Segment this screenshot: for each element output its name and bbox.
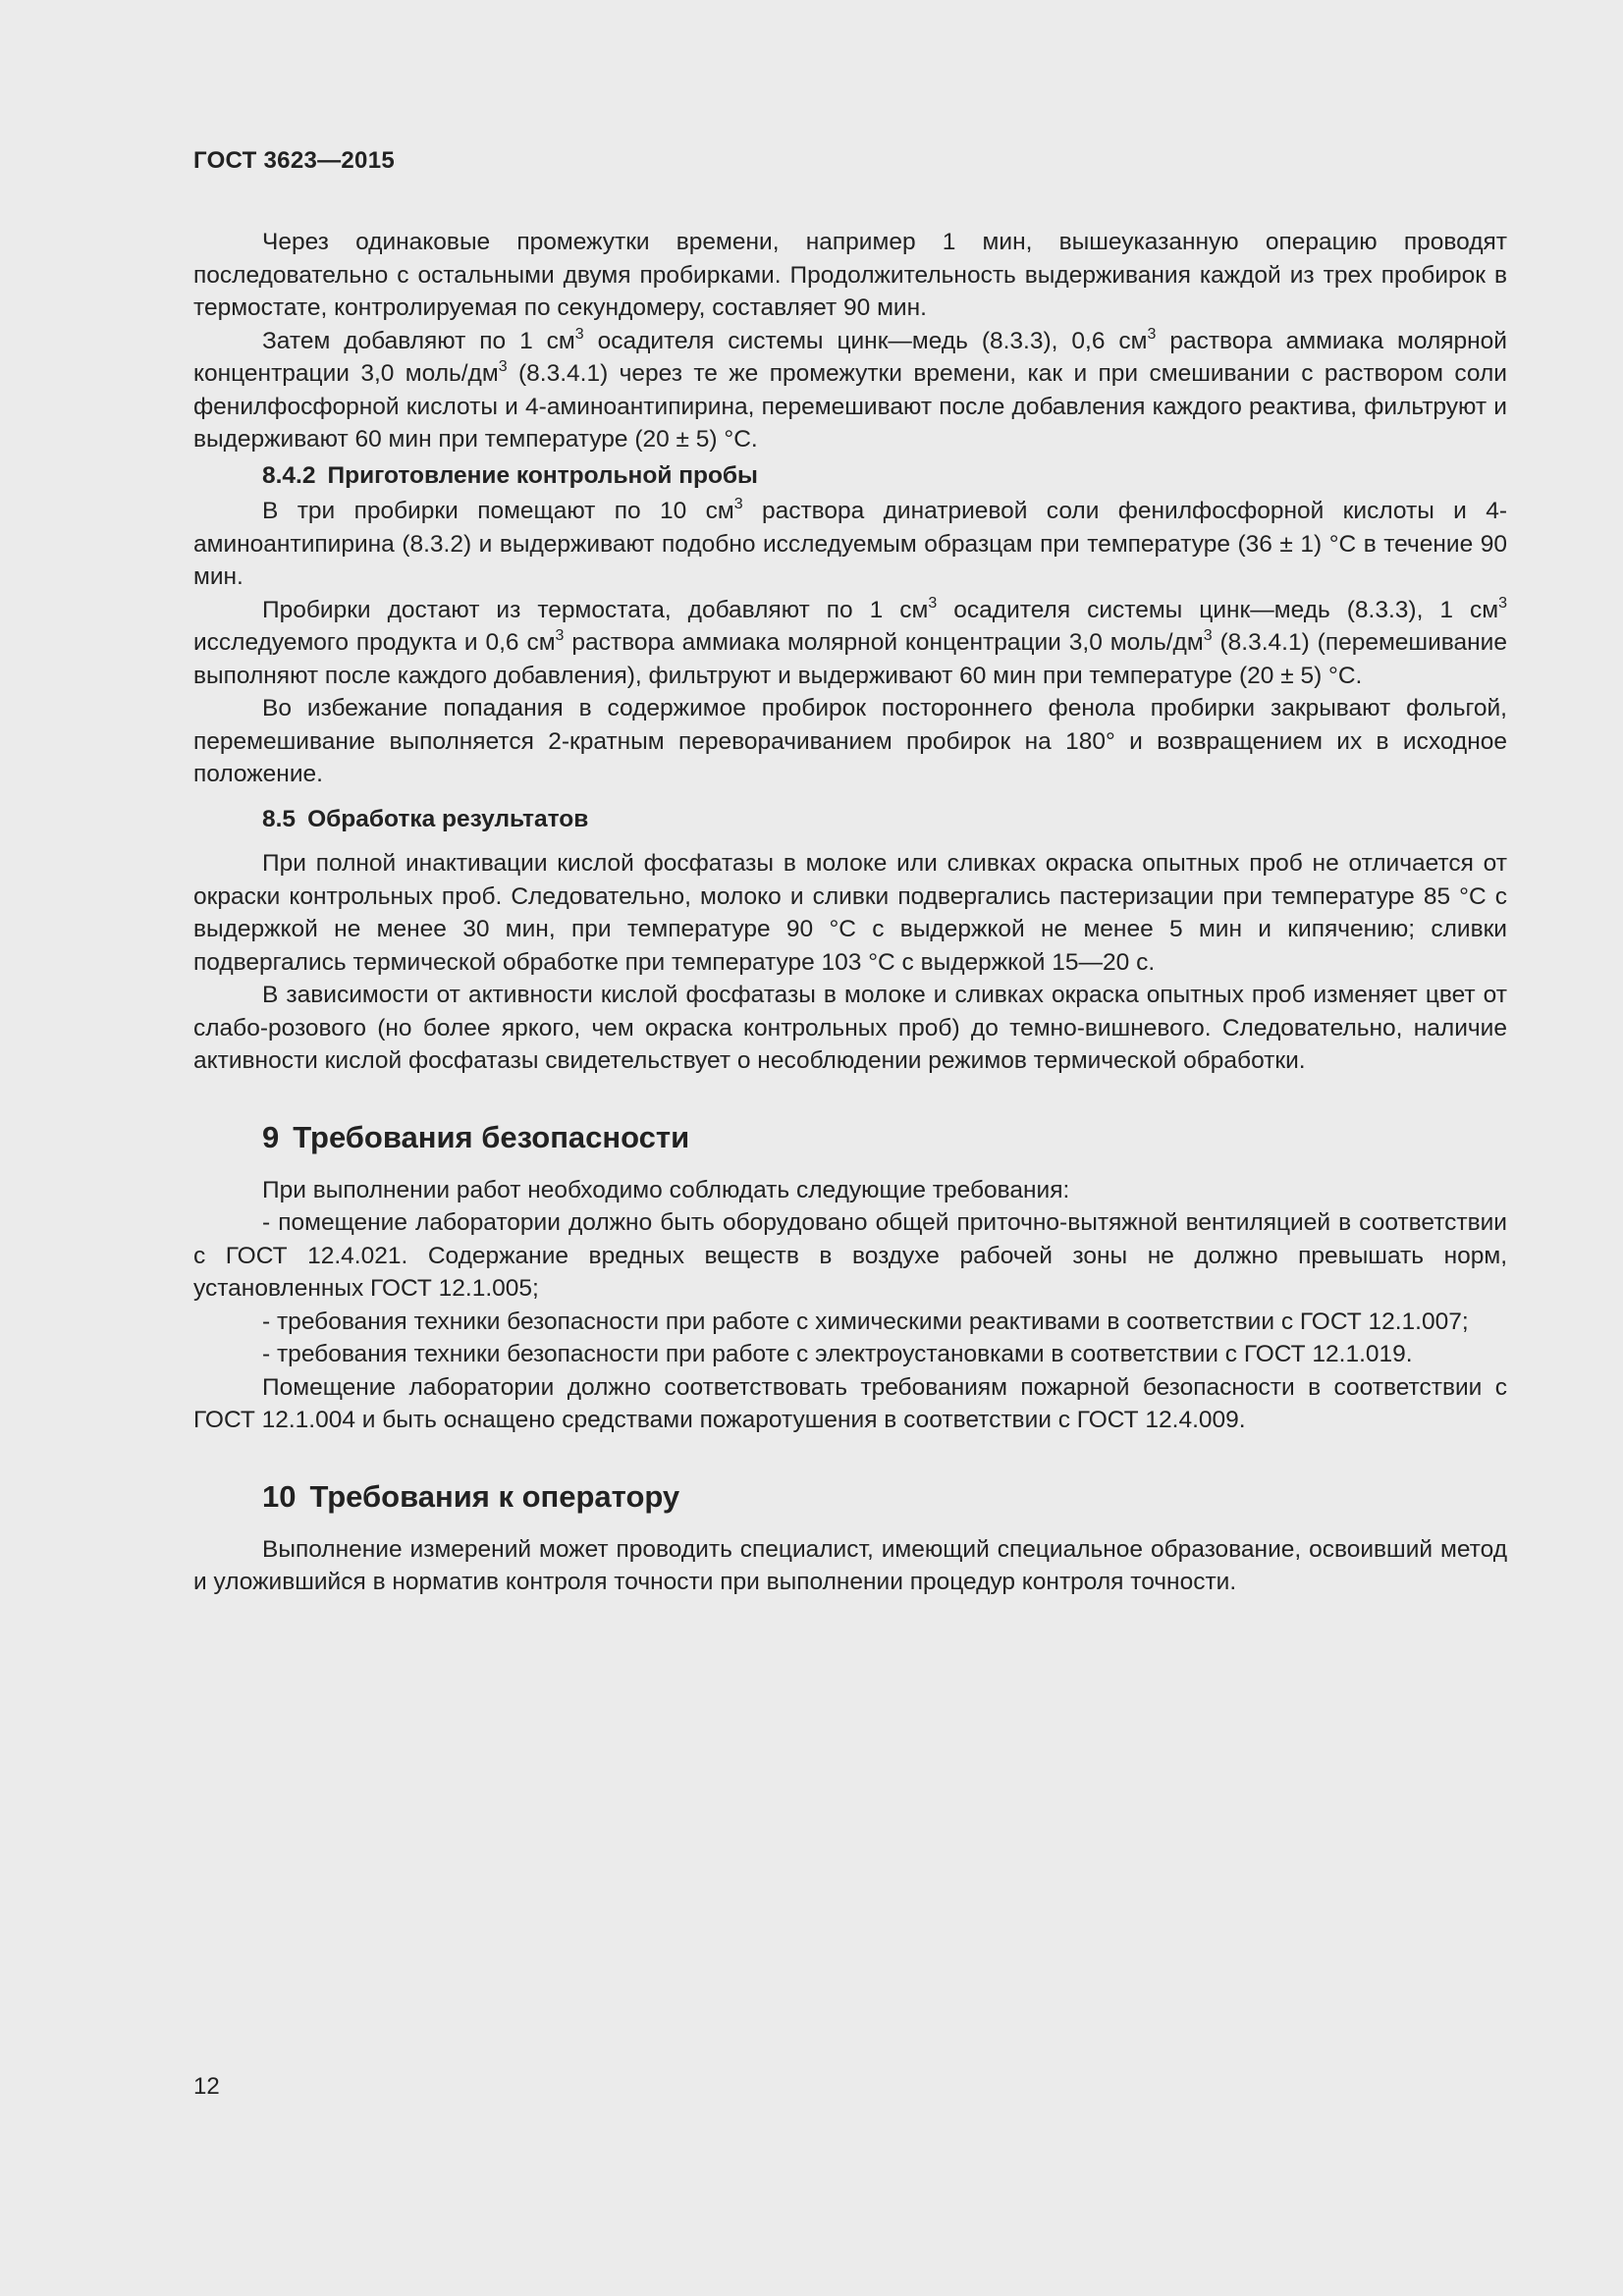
paragraph: При выполнении работ необходимо соблюдать следующие требования: xyxy=(262,1176,1070,1203)
subsection-number: 8.4.2 xyxy=(262,461,316,489)
page-number: 12 xyxy=(193,2073,220,2100)
subsection-heading-8-4-2 xyxy=(193,459,1507,493)
paragraph: Затем добавляют по 1 $см^3$ осадителя системы цинк—медь (8.3.3), 0,6 $см^3$ раствора аммиака молярной концентрации 3,0 моль/$дм^3$ (8.3.4.1) через те же промежутки времени, как и при смешивании с раствором соли фенилфосфорной кислоты и 4-аминоантипирина, перемешивают после добавления каждого реактива, фильтруют и выдерживают 60 мин при температуре (20 ± 5) °С. xyxy=(193,325,1507,453)
subsection-heading-8-5 xyxy=(193,803,1507,836)
paragraph: Помещение лаборатории должно соответствовать требованиям пожарной безопасности в соответствии с ГОСТ 12.1.004 и быть оснащено средствами пожаротушения в соответствии с ГОСТ 12.4.009. xyxy=(193,1373,1507,1433)
section-heading-9 xyxy=(193,1119,1507,1156)
paragraph: В три пробирки помещают по 10 $см^3$ раствора динатриевой соли фенилфосфорной кислоты и 4-аминоантипирина (8.3.2) и выдерживают подобно исследуемым образцам при температуре (36 ± 1) °С в течение 90 мин. xyxy=(193,496,1507,590)
paragraph: Во избежание попадания в содержимое пробирок постороннего фенола пробирки закрывают фольгой, перемешивание выполняется 2-кратным переворачиванием пробирок на 180° и возвращением их в исходное положение. xyxy=(193,695,1507,787)
list-item: - требования техники безопасности при работе с химическими реактивами в соответствии с ГОСТ 12.1.007; xyxy=(262,1308,1469,1335)
section-number: 9 xyxy=(262,1119,280,1154)
paragraph: При полной инактивации кислой фосфатазы в молоке или сливках окраска опытных проб не отличается от окраски контрольных проб. Следовательно, молоко и сливки подвергались пастеризации при температуре 85 °С с выдержкой не менее 30 мин, при температуре 90 °С с выдержкой не менее 5 мин и кипячению; сливки подвергались термической обработке при температуре 103 °С с выдержкой 15—20 с. xyxy=(193,850,1507,976)
section-title: Требования к оператору xyxy=(309,1478,680,1514)
subsection-title: Обработка результатов xyxy=(307,805,589,832)
subsection-number: 8.5 xyxy=(262,805,297,832)
section-heading-10 xyxy=(193,1478,1507,1516)
paragraph: В зависимости от активности кислой фосфатазы в молоке и сливках окраска опытных проб изменяет цвет от слабо-розового (но более яркого, чем окраска контрольных проб) до темно-вишневого. Следовательно, наличие активности кислой фосфатазы свидетельствует о несоблюдении режимов термической обработки. xyxy=(193,982,1507,1074)
list-item: - помещение лаборатории должно быть оборудовано общей приточно-вытяжной вентиляцией в соответствии с ГОСТ 12.4.021. Содержание вредных веществ в воздухе рабочей зоны не должно превышать норм, установленных ГОСТ 12.1.005; xyxy=(193,1209,1507,1302)
paragraph: Через одинаковые промежутки времени, например 1 мин, вышеуказанную операцию проводят последовательно с остальными двумя пробирками. Продолжительность выдерживания каждой из трех пробирок в термостате, контролируемая по секундомеру, составляет 90 мин. xyxy=(193,229,1507,321)
paragraph: Пробирки достают из термостата, добавляют по 1 $см^3$ осадителя системы цинк—медь (8.3.3), 1 $см^3$ исследуемого продукта и 0,6 $см^3$ раствора аммиака молярной концентрации 3,0 моль/$дм^3$ (8.3.4.1) (перемешивание выполняют после каждого добавления), фильтруют и выдерживают 60 мин при температуре (20 ± 5) °С. xyxy=(193,594,1507,689)
list-item: - требования техники безопасности при работе с электроустановками в соответствии с ГОСТ 12.1.019. xyxy=(262,1341,1413,1367)
subsection-title: Приготовление контрольной пробы xyxy=(327,461,758,489)
section-number: 10 xyxy=(262,1478,297,1514)
paragraph: Выполнение измерений может проводить специалист, имеющий специальное образование, освоивший метод и уложившийся в норматив контроля точности при выполнении процедур контроля точности. xyxy=(193,1535,1507,1595)
section-title: Требования безопасности xyxy=(293,1119,690,1154)
document-body xyxy=(193,226,1507,1599)
document-header: ГОСТ 3623—2015 xyxy=(193,147,396,174)
